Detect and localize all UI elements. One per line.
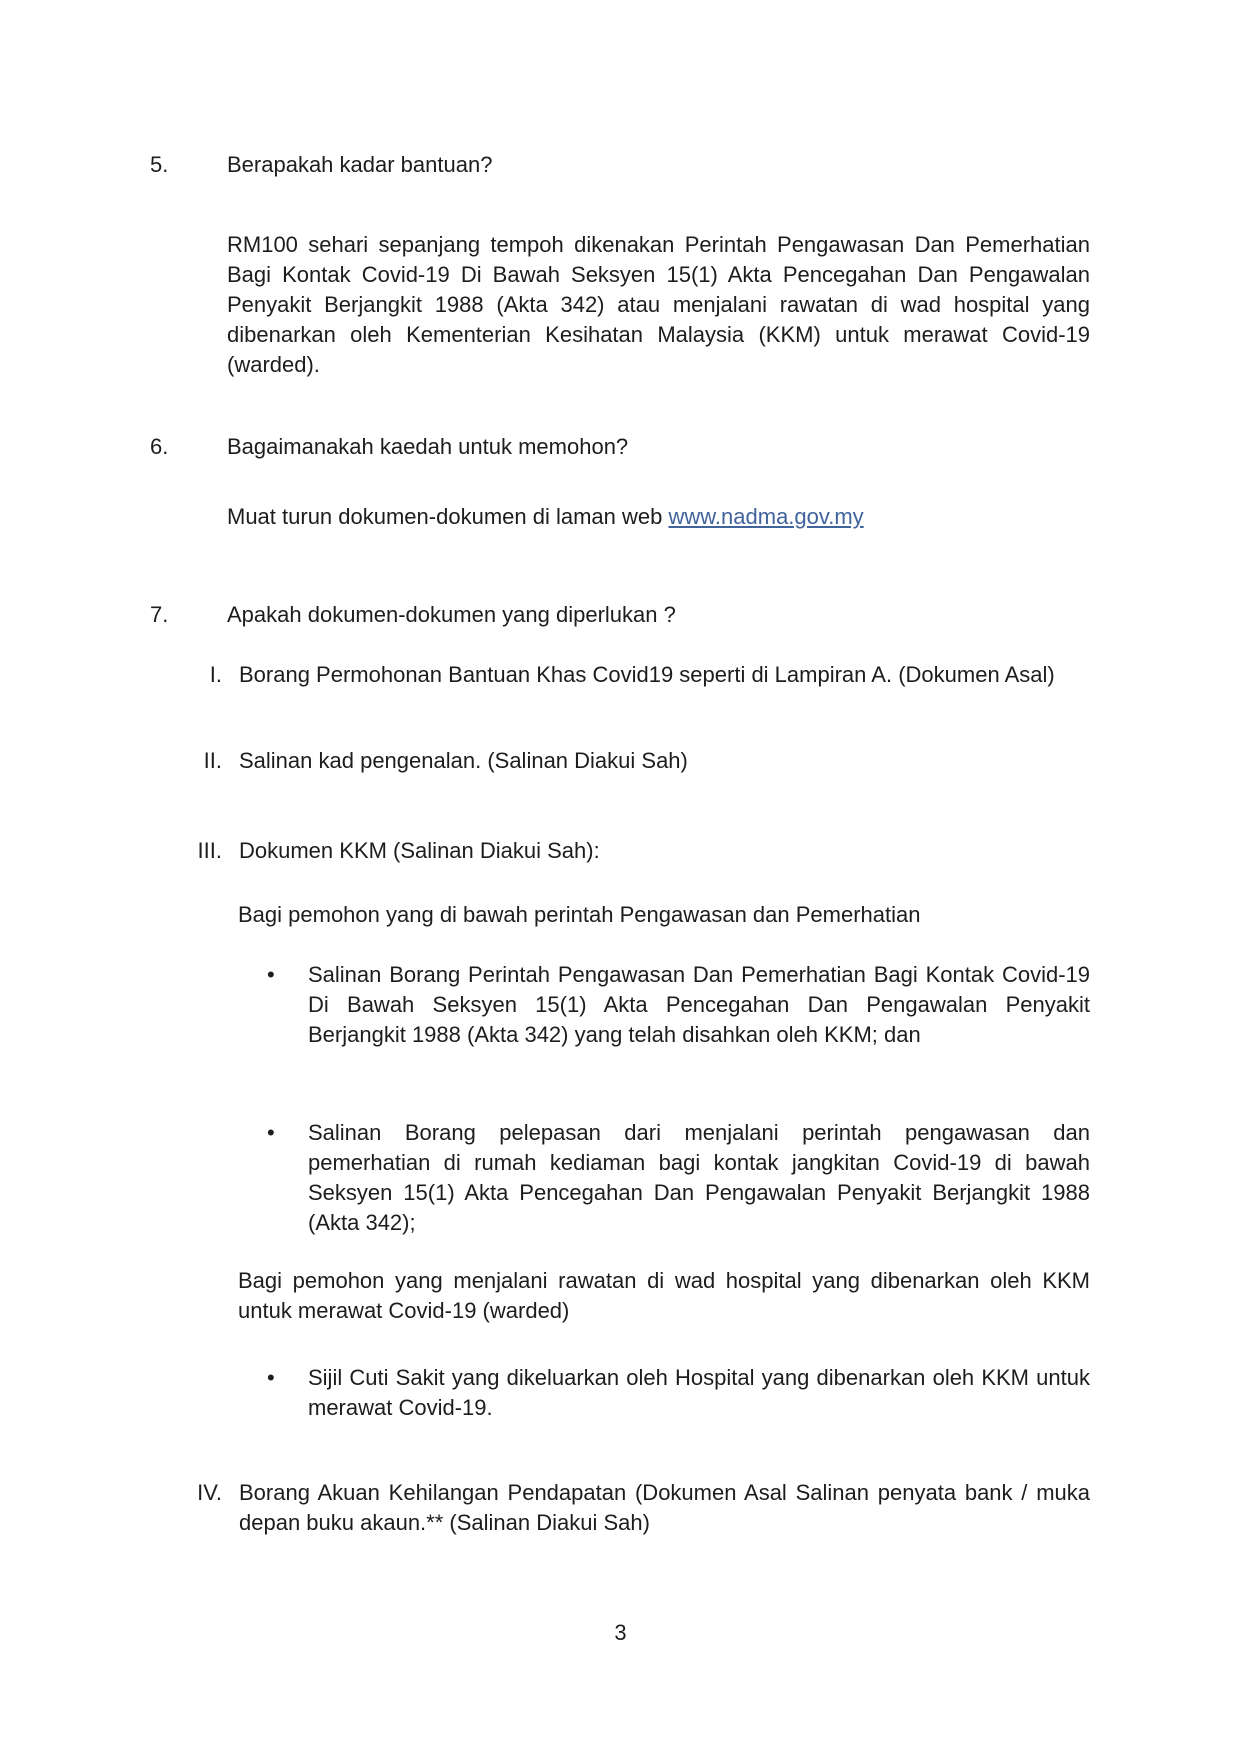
document-item-text: Borang Akuan Kehilangan Pendapatan (Dokumen Asal Salinan penyata bank / muka depan buku akaun.** (Salinan Diakui Sah) <box>239 1480 1090 1535</box>
document-item-1 <box>150 660 1090 690</box>
question-text: Bagaimanakah kaedah untuk memohon? <box>227 434 629 459</box>
answer-6-paragraph <box>227 502 1090 532</box>
bullet-icon: • <box>267 962 275 987</box>
subsection-heading-pengawasan: Bagi pemohon yang di bawah perintah Pengawasan dan Pemerhatian <box>238 902 921 927</box>
bullet-text: Sijil Cuti Sakit yang dikeluarkan oleh Hospital yang dibenarkan oleh KKM untuk merawat Covid-19. <box>308 1365 1090 1420</box>
document-item-text: Borang Permohonan Bantuan Khas Covid19 seperti di Lampiran A. (Dokumen Asal) <box>239 662 1055 687</box>
roman-numeral: I. <box>209 662 222 687</box>
answer-6-text: Muat turun dokumen-dokumen di laman web <box>227 504 669 529</box>
nadma-website-link[interactable]: www.nadma.gov.my <box>668 504 864 529</box>
faq-item-7 <box>150 600 1090 630</box>
faq-item-5 <box>150 150 1090 180</box>
answer-5-paragraph: RM100 sehari sepanjang tempoh dikenakan Perintah Pengawasan Dan Pemerhatian Bagi Kontak Covid-19 Di Bawah Seksyen 15(1) Akta Pencegahan Dan Pengawalan Penyakit Berjangkit 1988 (Akta 342) atau menjalani rawatan di wad hospital yang dibenarkan oleh Kementerian Kesihatan Malaysia (KKM) untuk merawat Covid-19 (warded). <box>227 232 1090 377</box>
bullet-item <box>267 1363 1090 1423</box>
document-item-2 <box>150 746 1090 776</box>
question-number: 5. <box>150 152 169 177</box>
document-item-4 <box>150 1478 1090 1538</box>
bullet-text: Salinan Borang pelepasan dari menjalani perintah pengawasan dan pemerhatian di rumah kediaman bagi kontak jangkitan Covid-19 di bawah Seksyen 15(1) Akta Pencegahan Dan Pengawalan Penyakit Berjangkit 1988 (Akta 342); <box>308 1120 1090 1235</box>
document-item-text: Salinan kad pengenalan. (Salinan Diakui Sah) <box>239 748 688 773</box>
question-text: Apakah dokumen-dokumen yang diperlukan ? <box>227 602 676 627</box>
faq-item-6 <box>150 432 1090 462</box>
question-number: 6. <box>150 434 169 459</box>
question-number: 7. <box>150 602 169 627</box>
roman-numeral: III. <box>197 838 222 863</box>
bullet-item <box>267 960 1090 1050</box>
question-text: Berapakah kadar bantuan? <box>227 152 493 177</box>
bullet-item <box>267 1118 1090 1238</box>
document-item-text: Dokumen KKM (Salinan Diakui Sah): <box>239 838 600 863</box>
document-item-3 <box>150 836 1090 866</box>
bullet-icon: • <box>267 1365 275 1390</box>
roman-numeral: II. <box>203 748 222 773</box>
bullet-text: Salinan Borang Perintah Pengawasan Dan Pemerhatian Bagi Kontak Covid-19 Di Bawah Seksyen 15(1) Akta Pencegahan Dan Pengawalan Penyakit Berjangkit 1988 (Akta 342) yang telah disahkan oleh KKM; dan <box>308 962 1090 1047</box>
bullet-icon: • <box>267 1120 275 1145</box>
roman-numeral: IV. <box>197 1480 222 1505</box>
subsection-heading-warded: Bagi pemohon yang menjalani rawatan di wad hospital yang dibenarkan oleh KKM untuk merawat Covid-19 (warded) <box>238 1268 1090 1323</box>
page-number: 3 <box>614 1620 627 1645</box>
